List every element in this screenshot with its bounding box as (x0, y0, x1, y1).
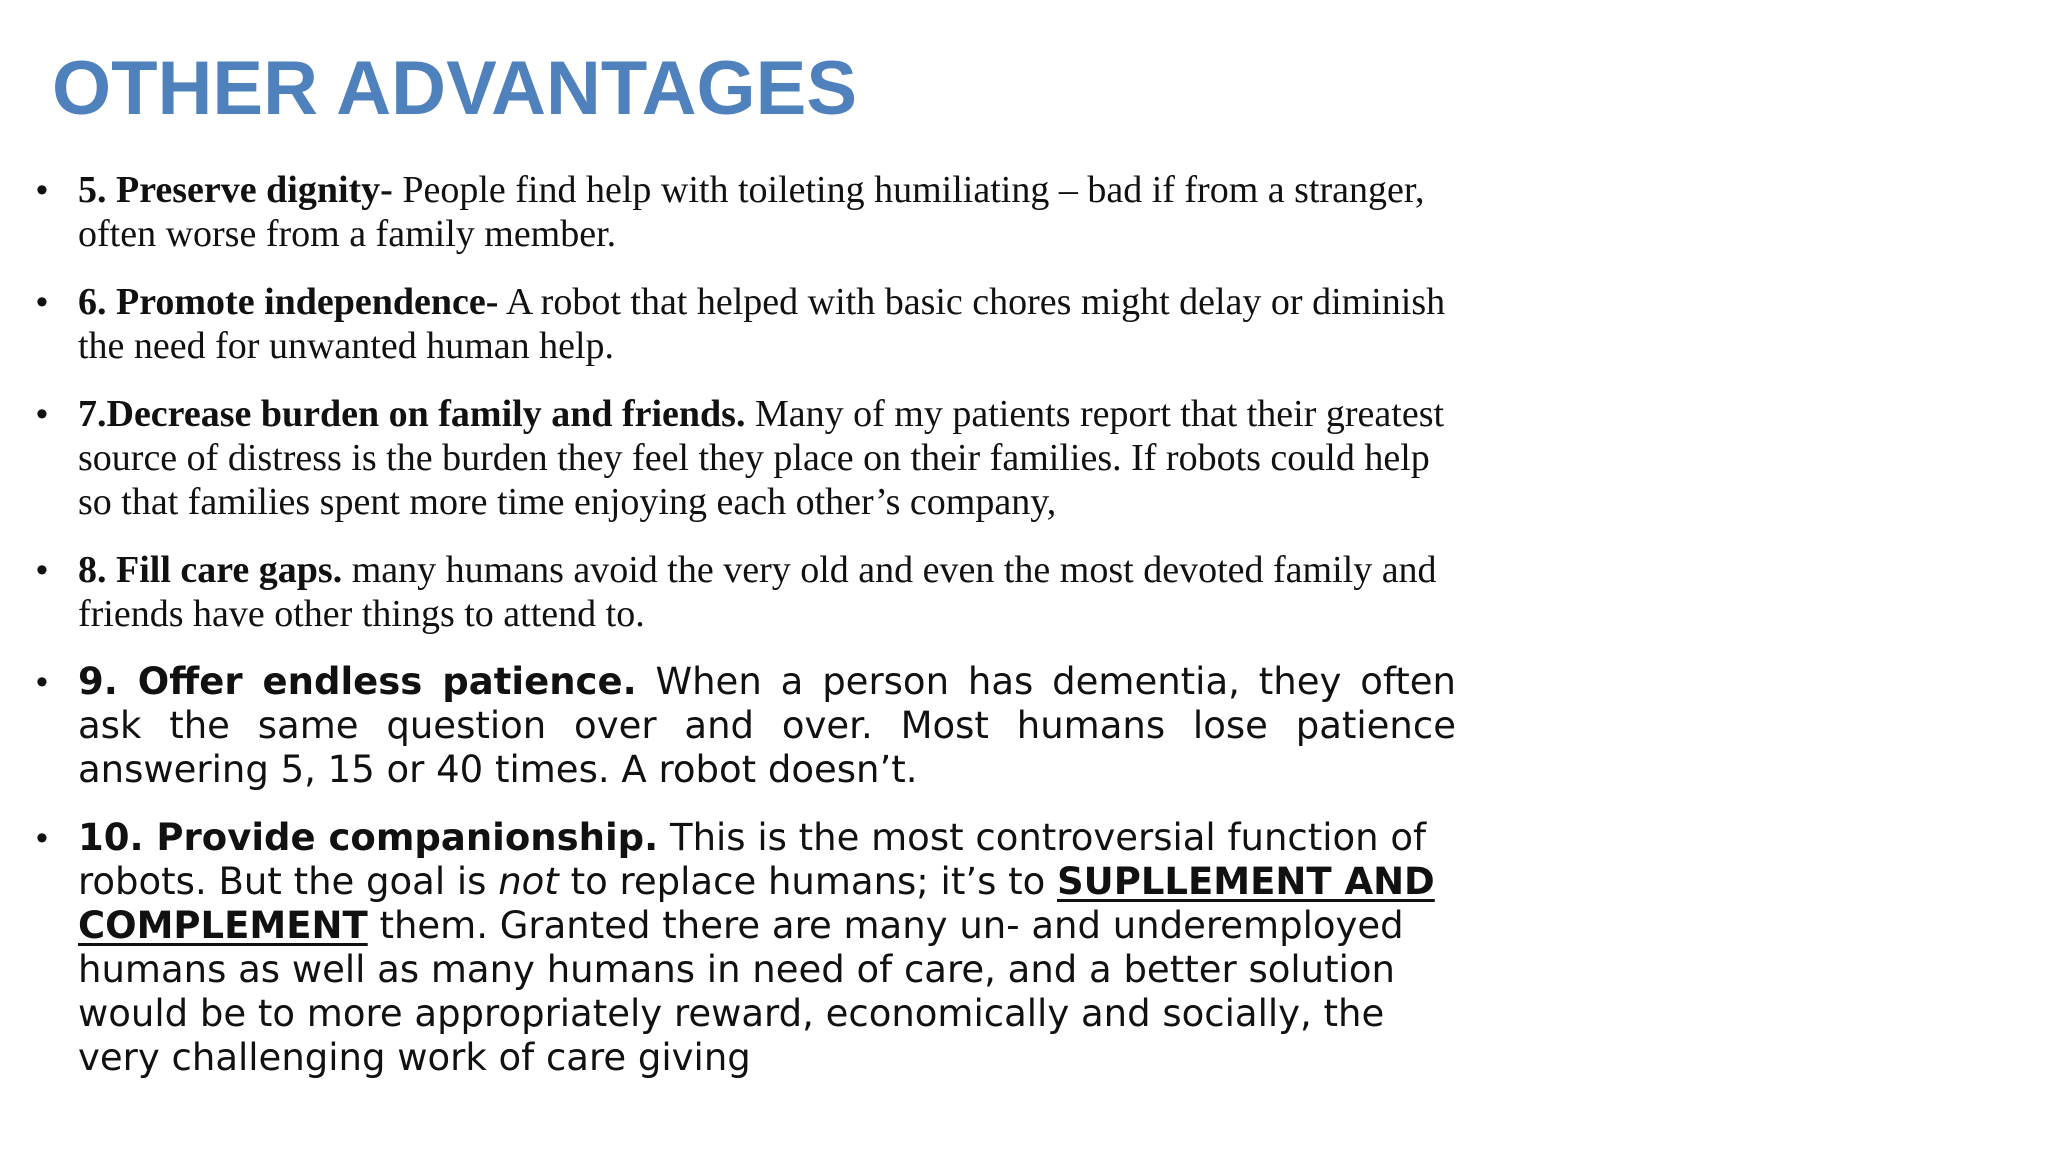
bullet-item-provide-companionship (36, 816, 1456, 1080)
bullet-text: When a person has dementia, they often ask the same question over and over. Most humans lose patience answering 5, 15 or 40 times. A robot doesn’t. (78, 660, 1456, 791)
bullet-dot-icon: • (36, 551, 48, 589)
bullet-dot-icon: • (36, 819, 48, 857)
bullet-text: People find help with toileting humiliating – bad if from a stranger, often worse from a family member. (78, 169, 1425, 255)
bullet-item-decrease-burden (36, 392, 1456, 524)
bullet-dot-icon: • (36, 283, 48, 321)
bullet-heading: 6. Promote independence- (78, 281, 499, 323)
slide-title: OTHER ADVANTAGES (52, 46, 858, 131)
underlined-text: SUPLLEMENT AND COMPLEMENT (78, 860, 1435, 947)
bullet-list (36, 168, 1456, 1104)
emphasis-text: not (498, 860, 559, 903)
bullet-text: many humans avoid the very old and even the most devoted family and friends have other things to attend to. (78, 549, 1437, 635)
bullet-item-promote-independence (36, 280, 1456, 368)
bullet-text: A robot that helped with basic chores might delay or diminish the need for unwanted human help. (78, 281, 1446, 367)
bullet-item-endless-patience (36, 660, 1456, 792)
bullet-heading: 10. Provide companionship. (78, 816, 659, 859)
bullet-item-preserve-dignity (36, 168, 1456, 256)
bullet-dot-icon: • (36, 395, 48, 433)
bullet-text: This is the most controversial function of robots. But the goal is (78, 816, 1427, 903)
bullet-heading: 7.Decrease burden on family and friends. (78, 393, 746, 435)
bullet-heading: 5. Preserve dignity- (78, 169, 393, 211)
bullet-text: them. Granted there are many un- and underemployed humans as well as many humans in need of care, and a better solution would be to more appropriately reward, economically and socially, the very challenging work of care giving (78, 904, 1404, 1079)
bullet-heading: 9. Offer endless patience. (78, 660, 637, 703)
bullet-text: Many of my patients report that their greatest source of distress is the burden they feel they place on their families. If robots could help so that families spent more time enjoying each other’s company, (78, 393, 1445, 523)
bullet-dot-icon: • (36, 171, 48, 209)
bullet-item-fill-care-gaps (36, 548, 1456, 636)
bullet-dot-icon: • (36, 663, 48, 701)
bullet-heading: 8. Fill care gaps. (78, 549, 343, 591)
bullet-text: to replace humans; it’s to (558, 860, 1058, 903)
